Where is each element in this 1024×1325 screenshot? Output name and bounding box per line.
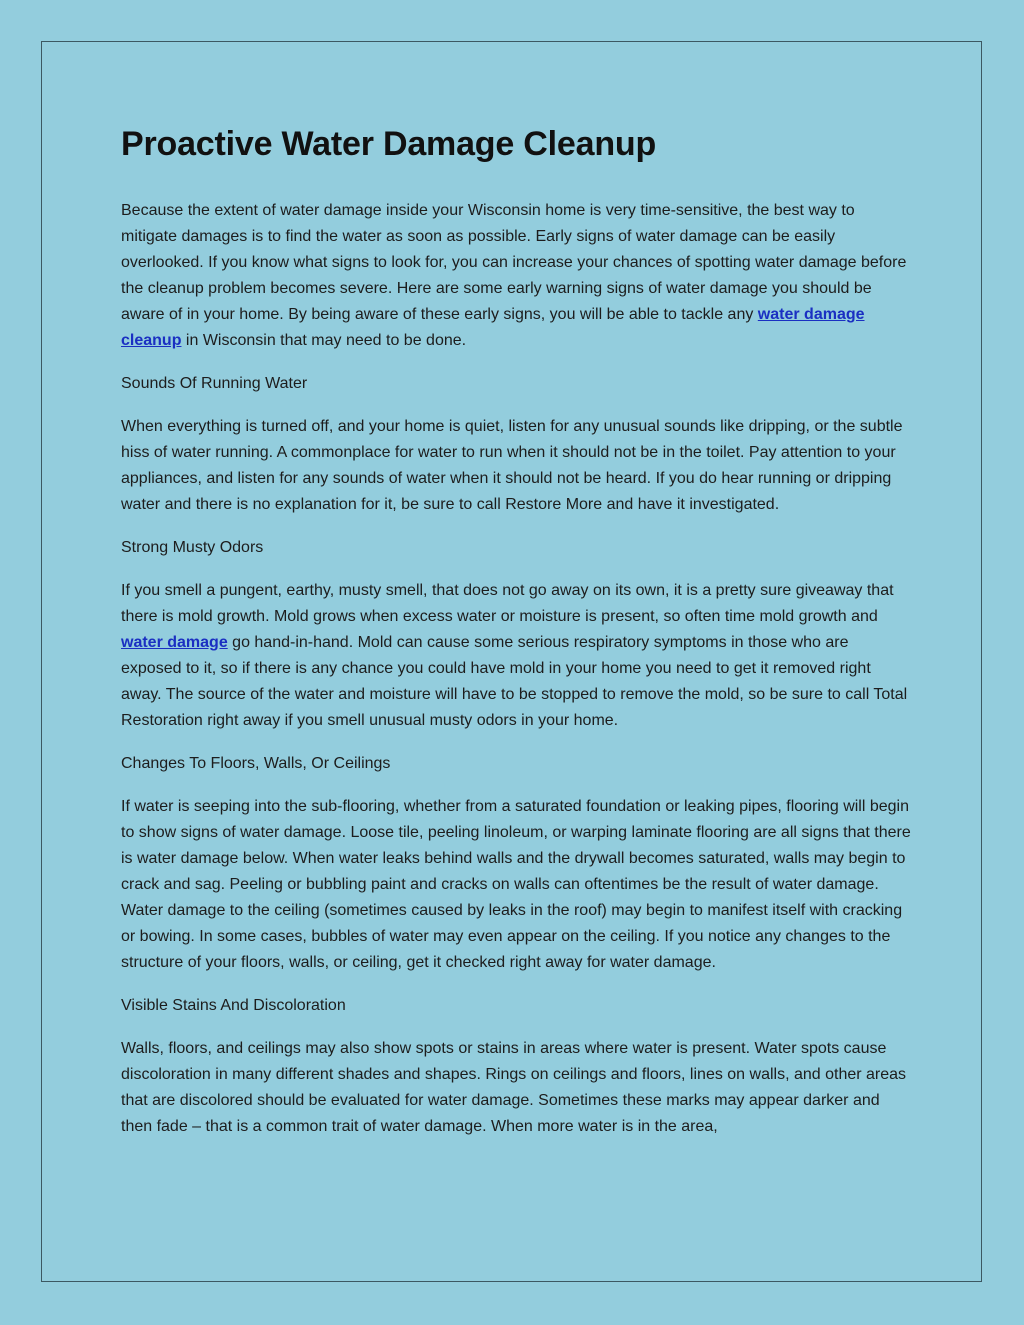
intro-text-after: in Wisconsin that may need to be done. [181, 332, 467, 349]
intro-text-before: Because the extent of water damage inside your Wisconsin home is very time-sensitive, the best way to mitigate damages is to find the water as soon as possible. Early signs of water damage can be easily overlooked. If you know what signs to look for, you can increase your chances of spotting water damage before the cleanup problem becomes severe. Here are some early warning signs of water damage you should be aware of in your home. By being aware of these early signs, you will be able to tackle any [121, 202, 907, 323]
water-damage-link[interactable]: water damage [121, 634, 228, 651]
section-heading-stains: Visible Stains And Discoloration [121, 997, 346, 1014]
water-damage-cleanup-link[interactable]: water damage cleanup [121, 306, 865, 349]
para2-text-before: If you smell a pungent, earthy, musty smell, that does not go away on its own, it is a pretty sure giveaway that there is mold growth. Mold grows when excess water or moisture is present, so often time mold growth and [121, 582, 894, 625]
page-title: Proactive Water Damage Cleanup [121, 125, 657, 163]
paragraph-running-water: When everything is turned off, and your home is quiet, listen for any unusual sounds like dripping, or the subtle hiss of water running. A commonplace for water to run when it should not be in the toilet. Pay attention to your appliances, and listen for any sounds of water when it should not be heard. If you do hear running or dripping water and there is no explanation for it, be sure to call Restore More and have it investigated. [121, 418, 903, 513]
paragraph-stains: Walls, floors, and ceilings may also show spots or stains in areas where water is present. Water spots cause discoloration in many different shades and shapes. Rings on ceilings and floors, lines on walls, and other areas that are discolored should be evaluated for water damage. Sometimes these marks may appear darker and then fade – that is a common trait of water damage. When more water is in the area, [121, 1040, 907, 1135]
section-heading-musty-odors: Strong Musty Odors [121, 539, 264, 556]
paragraph-floors-walls: If water is seeping into the sub-flooring, whether from a saturated foundation or leaking pipes, flooring will begin to show signs of water damage. Loose tile, peeling linoleum, or warping laminate flooring are all signs that there is water damage below. When water leaks behind walls and the drywall becomes saturated, walls may begin to crack and sag. Peeling or bubbling paint and cracks on walls can oftentimes be the result of water damage. Water damage to the ceiling (sometimes caused by leaks in the roof) may begin to manifest itself with cracking or bowing. In some cases, bubbles of water may even appear on the ceiling. If you notice any changes to the structure of your floors, walls, or ceiling, get it checked right away for water damage. [121, 798, 911, 971]
intro-paragraph [121, 198, 911, 354]
section-heading-running-water: Sounds Of Running Water [121, 375, 308, 392]
paragraph-musty-odors [121, 578, 911, 734]
para2-text-after: go hand-in-hand. Mold can cause some serious respiratory symptoms in those who are exposed to it, so if there is any chance you could have mold in your home you need to get it removed right away. The source of the water and moisture will have to be stopped to remove the mold, so be sure to call Total Restoration right away if you smell unusual musty odors in your home. [121, 634, 908, 729]
section-heading-floors-walls: Changes To Floors, Walls, Or Ceilings [121, 755, 391, 772]
article-body [121, 118, 911, 1157]
